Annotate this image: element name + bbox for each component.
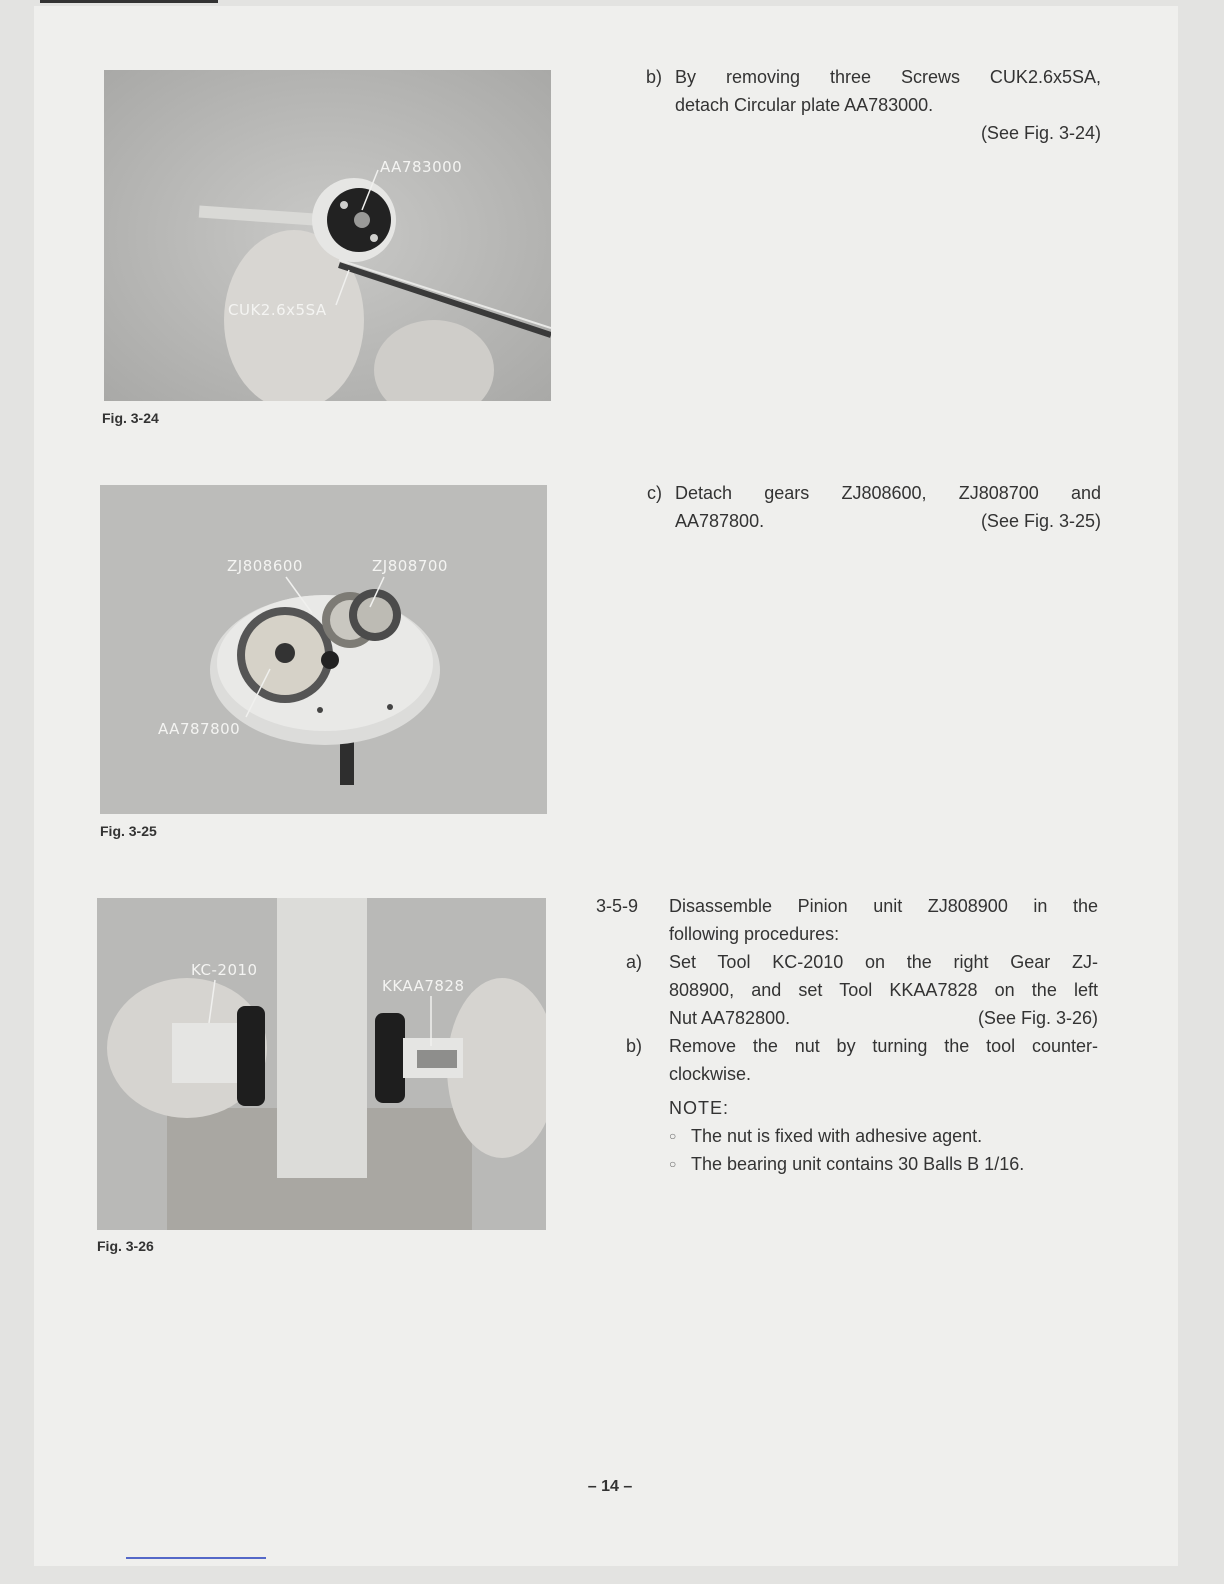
step-c-line1: Detach gears ZJ808600, ZJ808700 and	[675, 483, 1101, 503]
step-b1-marker: b)	[645, 67, 662, 87]
step-a-marker: a)	[625, 952, 642, 972]
step-a-line1: Set Tool KC-2010 on the right Gear ZJ-	[669, 952, 1098, 972]
caption-fig-3-26: Fig. 3-26	[97, 1238, 154, 1254]
step-b-remove-plate	[622, 63, 1101, 147]
bullet-circle-icon: ○	[669, 1129, 677, 1143]
callout-zj808600: ZJ808600	[227, 557, 303, 575]
step-b1-ref: (See Fig. 3-24)	[980, 123, 1101, 143]
section-3-5-9-line1: Disassemble Pinion unit ZJ808900 in the	[669, 896, 1098, 916]
note-item	[669, 1150, 1098, 1178]
note-title: NOTE:	[669, 1098, 730, 1118]
callout-aa787800: AA787800	[158, 720, 241, 738]
photo-fig-3-25-illustration	[100, 485, 547, 814]
photo-fig-3-26-illustration	[97, 898, 546, 1230]
step-b2-line1: Remove the nut by turning the tool counter-	[669, 1036, 1098, 1056]
caption-fig-3-25: Fig. 3-25	[100, 823, 157, 839]
step-b2-marker: b)	[625, 1036, 642, 1056]
step-b2-line2: clockwise.	[669, 1064, 752, 1084]
step-c-line2-left: AA787800.	[675, 511, 765, 531]
step-c-ref: (See Fig. 3-25)	[980, 511, 1101, 531]
photo-fig-3-24	[104, 70, 551, 401]
section-3-5-9-heading	[596, 892, 1098, 948]
step-b1	[622, 63, 1101, 147]
callout-kc-2010: KC-2010	[191, 961, 258, 979]
section-3-5-9	[596, 892, 1098, 1178]
section-3-5-9-line2: following procedures:	[669, 924, 840, 944]
step-a-ref: (See Fig. 3-26)	[977, 1008, 1098, 1028]
note-item-text: The bearing unit contains 30 Balls B 1/16.	[691, 1154, 1025, 1174]
step-b1-line2: detach Circular plate AA783000.	[675, 95, 934, 115]
top-rule	[40, 0, 218, 3]
page-number: – 14 –	[587, 1478, 633, 1495]
step-a-line2: 808900, and set Tool KKAA7828 on the left	[669, 980, 1098, 1000]
photo-fig-3-25	[100, 485, 547, 814]
step-b1-line1: By removing three Screws CUK2.6x5SA,	[675, 67, 1101, 87]
callout-kkaa7828: KKAA7828	[382, 977, 465, 995]
step-a-line3-left: Nut AA782800.	[669, 1008, 791, 1028]
note-item	[669, 1122, 1098, 1150]
bullet-circle-icon: ○	[669, 1157, 677, 1171]
callout-aa783000: AA783000	[380, 158, 463, 176]
step-b-remove-nut	[596, 1032, 1098, 1088]
note-block	[669, 1094, 1098, 1178]
photo-fig-3-24-illustration	[104, 70, 551, 401]
step-c-marker: c)	[647, 483, 662, 503]
section-3-5-9-marker: 3-5-9	[596, 896, 639, 916]
photo-fig-3-26	[97, 898, 546, 1230]
caption-fig-3-24: Fig. 3-24	[102, 410, 159, 426]
step-a-set-tool	[596, 948, 1098, 1032]
step-a-line3	[669, 1004, 1098, 1032]
step-c	[622, 479, 1101, 535]
bottom-rule	[126, 1557, 266, 1559]
callout-cuk2-6x5sa: CUK2.6x5SA	[228, 301, 327, 319]
step-c-detach-gears	[622, 479, 1101, 535]
step-c-line2	[675, 507, 1101, 535]
note-item-text: The nut is fixed with adhesive agent.	[691, 1126, 983, 1146]
callout-zj808700: ZJ808700	[372, 557, 448, 575]
